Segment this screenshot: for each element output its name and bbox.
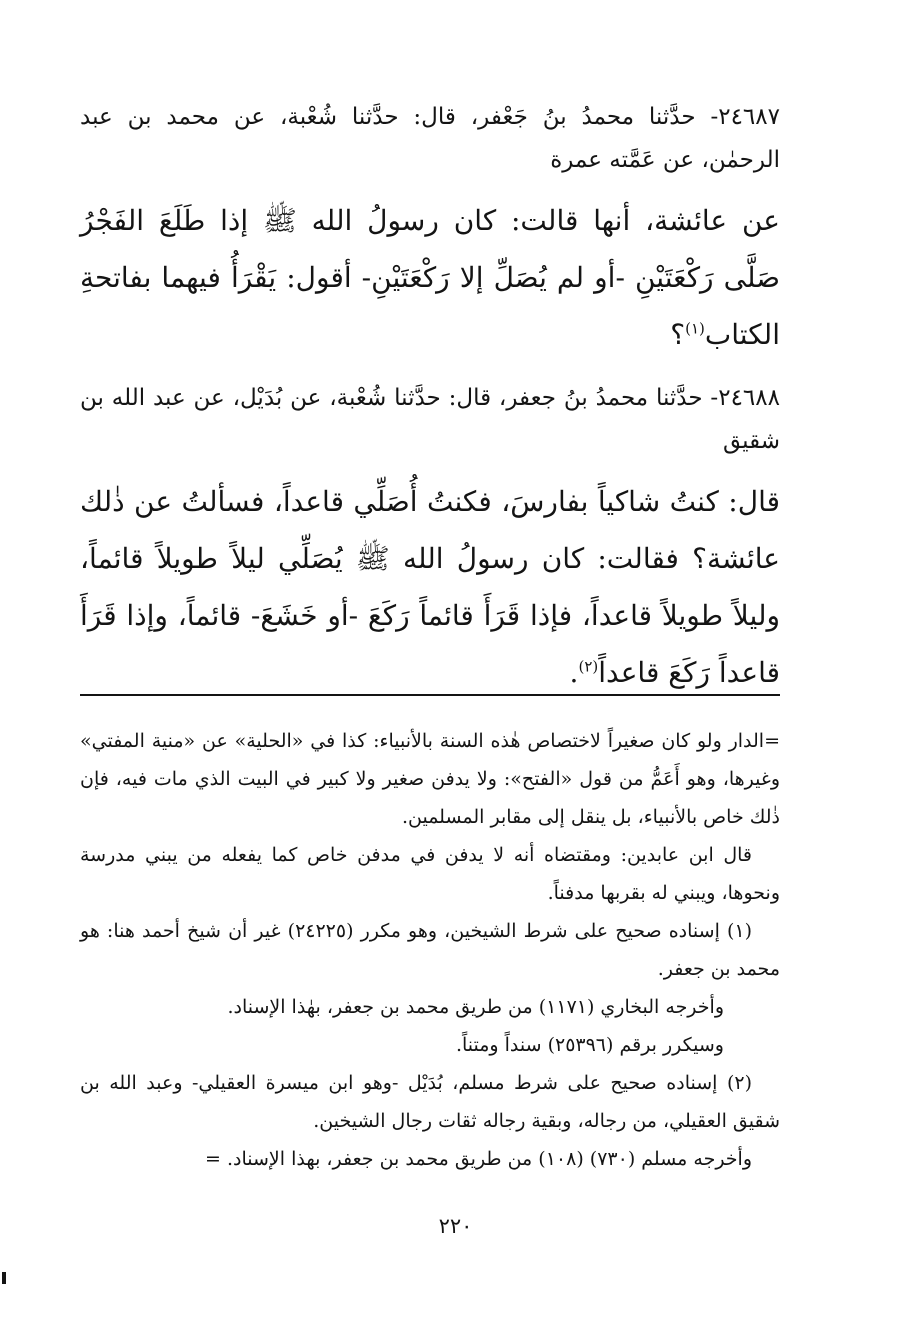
footnotes xyxy=(80,722,780,1178)
footnote-1: (١) إسناده صحيح على شرط الشيخين، وهو مكرر (٢٤٢٢٥) غير أن شيخ أحمد هنا: هو محمد بن جعفر. xyxy=(80,920,780,980)
hadith-24688-chain: ٢٤٦٨٨- حدَّثنا محمدُ بنُ جعفر، قال: حدَّثنا شُعْبة، عن بُدَيْل، عن عبد الله بن شقيق xyxy=(80,385,780,454)
footnote-separator xyxy=(80,694,780,696)
footnote-1-repeat: وسيكرر برقم (٢٥٣٩٦) سنداً ومتناً. xyxy=(455,1034,724,1056)
footnote-ref-1: (١) xyxy=(685,319,705,338)
hadith-text-end: . xyxy=(569,656,579,689)
hadith-24687-chain: ٢٤٦٨٧- حدَّثنا محمدُ بنُ جَعْفر، قال: حدَّثنا شُعْبة، عن محمد بن عبد الرحمٰن، عن عَمَّته عمرة xyxy=(80,104,780,173)
hadith-text-body: قال: كنتُ شاكياً بفارسَ، فكنتُ أُصَلِّي قاعداً، فسألتُ عن ذٰلك عائشة؟ فقالت: كان رسولُ الله ﷺ يُصَلِّي ليلاً طويلاً قائماً، وليلاً طويلاً قاعداً، فإذا قَرَأَ قائماً رَكَعَ -أو خَشَعَ- قائماً، وإذا قَرَأَ قاعداً رَكَعَ قاعداً xyxy=(80,485,780,689)
hadith-text-end: ؟ xyxy=(670,318,686,351)
footnote-continued: =الدار ولو كان صغيراً لاختصاص هٰذه السنة بالأنبياء: كذا في «الحلية» عن «منية المفتي» وغيرها، وهو أَعَمُّ من قول «الفتح»: ولا يدفن صغير ولا كبير في البيت الذي مات فيه، فإن ذٰلك خاص بالأنبياء، بل ينقل إلى مقابر المسلمين. xyxy=(80,730,780,828)
footnote-1-bukhari: وأخرجه البخاري (١١٧١) من طريق محمد بن جعفر، بهٰذا الإسناد. xyxy=(227,996,724,1018)
hadith-24688-text xyxy=(80,473,780,701)
hadith-text-body: عن عائشة، أنها قالت: كان رسولُ الله ﷺ إذا طَلَعَ الفَجْرُ صَلَّى رَكْعَتَيْنِ -أو لم يُصَلِّ إلا رَكْعَتَيْنِ- أقول: يَقْرَأُ فيهما بفاتحةِ الكتاب xyxy=(80,204,780,351)
footnote-ref-2: (٢) xyxy=(578,657,599,676)
page-number: ٢٢٠ xyxy=(438,1214,473,1238)
footnote-2-muslim: وأخرجه مسلم (٧٣٠) (١٠٨) من طريق محمد بن جعفر، بهذا الإسناد. = xyxy=(205,1148,752,1170)
hadith-24687-text xyxy=(80,192,780,363)
footnote-2: (٢) إسناده صحيح على شرط مسلم، بُدَيْل -وهو ابن ميسرة العقيلي- وعبد الله بن شقيق العقيلي، من رجاله، وبقية رجاله ثقات رجال الشيخين. xyxy=(80,1072,780,1132)
scan-edge-mark xyxy=(2,1272,6,1284)
main-text xyxy=(80,96,780,715)
footnote-ibn-abidin: قال ابن عابدين: ومقتضاه أنه لا يدفن في مدفن خاص كما يفعله من يبني مدرسة ونحوها، ويبني له بقربها مدفناً. xyxy=(80,844,780,904)
